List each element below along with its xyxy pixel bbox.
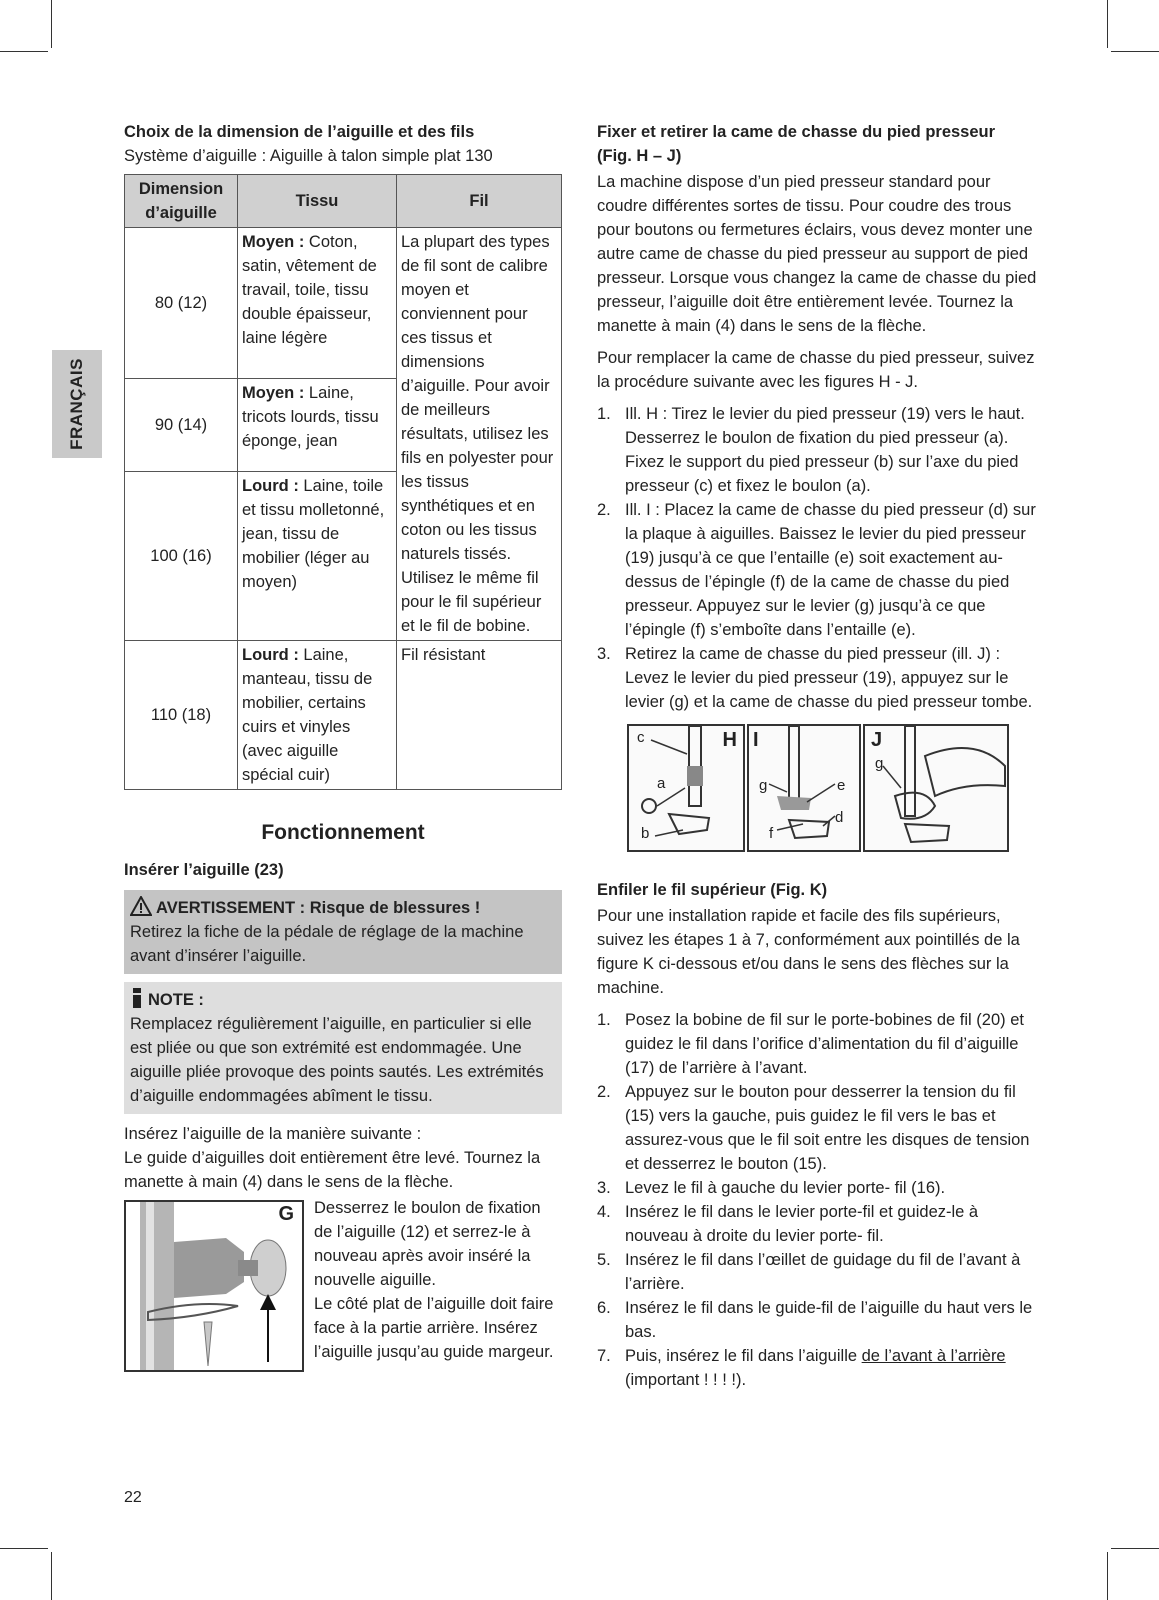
presser-foot-paragraph-1: La machine dispose d’un pied presseur standard pour coudre différentes sortes de tissu. Pour coudre des trous pour boutons ou fermetures éclairs, vous devez monter une autre came de chasse du pied presseur au support de pied presseur. Lorsque vous changez la came de chasse du pied presseur, l’aiguille doit être entièrement levée. Tournez la manette à main (4) dans le sens de la flèche. xyxy=(597,173,1037,335)
step-number: 1. xyxy=(597,1011,611,1029)
needle-system: Système d’aiguille : Aiguille à talon simple plat 130 xyxy=(124,147,493,165)
right-column xyxy=(597,120,1037,1392)
table-cell-dim: 90 (14) xyxy=(125,378,238,471)
list-item xyxy=(597,1344,1037,1392)
step-number: 6. xyxy=(597,1299,611,1317)
figures-h-i-j xyxy=(597,724,1037,856)
table-cell-dim: 100 (16) xyxy=(125,471,238,640)
step-text-post: (important ! ! ! !). xyxy=(625,1371,747,1389)
note-text: Remplacez régulièrement l’aiguille, en particulier si elle est pliée ou que son extrémité est endommagée. Une aiguille pliée provoque des points sautés. Les extrémités d’aiguille endommagées abîment le tissu. xyxy=(130,1015,544,1105)
list-item xyxy=(597,498,1037,642)
table-header: Fil xyxy=(397,175,562,228)
tissu-text: Laine, tricots lourds, tissu éponge, jean xyxy=(242,383,379,450)
crop-mark xyxy=(0,51,48,52)
table-cell-tissu xyxy=(238,378,397,471)
step-text: Insérez le fil dans le levier porte-fil et guidez-le à nouveau à droite du levier porte- fil. xyxy=(625,1203,979,1245)
section-title-needle: Choix de la dimension de l’aiguille et des fils xyxy=(124,123,475,141)
tissu-weight: Lourd : xyxy=(242,476,299,495)
table-cell-fil: La plupart des types de fil sont de calibre moyen et conviennent pour ces tissus et dimensions d’aiguille. Pour avoir de meilleurs résultats, utilisez les fils en polyester pour les tissus synthétiques et en coton ou les tissus naturels tissés. Utilisez le même fil pour le fil supérieur et le fil de bobine. xyxy=(397,228,562,641)
sub-heading-insert-needle: Insérer l’aiguille (23) xyxy=(124,861,284,879)
warning-title: AVERTISSEMENT : Risque de blessures ! xyxy=(156,899,481,917)
section-title-presser-foot: Fixer et retirer la came de chasse du pied presseur xyxy=(597,123,996,141)
warning-triangle-icon xyxy=(130,896,152,916)
list-item xyxy=(597,1008,1037,1080)
figure-g-label: G xyxy=(278,1203,294,1225)
table-header: Tissu xyxy=(238,175,397,228)
list-item xyxy=(597,402,1037,498)
page-number: 22 xyxy=(124,1489,142,1506)
step-text: Insérez le fil dans le guide-fil de l’aiguille du haut vers le bas. xyxy=(625,1299,1033,1341)
thread-steps xyxy=(597,1008,1037,1392)
tissu-weight: Moyen : xyxy=(242,233,305,251)
step-text: Retirez la came de chasse du pied presseur (ill. J) : Levez le levier du pied presseur (19), appuyez sur le levier (g) et la came de chasse du pied presseur tombe. xyxy=(625,645,1033,711)
figure-j xyxy=(863,724,1009,852)
crop-mark xyxy=(1111,1548,1159,1549)
step-number: 1. xyxy=(597,405,611,423)
table-cell-dim: 80 (12) xyxy=(125,228,238,379)
step-number: 2. xyxy=(597,1083,611,1101)
table-cell-tissu xyxy=(238,228,397,379)
left-column xyxy=(124,120,562,1376)
crop-mark xyxy=(1107,1552,1108,1600)
tissu-weight: Lourd : xyxy=(242,646,299,664)
figure-g-caption xyxy=(314,1196,562,1364)
step-text: Levez le fil à gauche du levier porte- fil (16). xyxy=(625,1179,946,1197)
figure-letter: g xyxy=(759,777,768,794)
table-row xyxy=(125,641,562,790)
step-text: Appuyez sur le bouton pour desserrer la tension du fil (15) vers la gauche, puis guidez le fil vers le bas et assurez-vous que le fil soit entre les disques de tension et desserrez le bouton (15). xyxy=(625,1083,1030,1173)
note-box xyxy=(124,982,562,1114)
figure-i xyxy=(747,724,861,852)
figure-i-label: I xyxy=(753,729,759,751)
step-text-underlined: de l’avant à l’arrière xyxy=(861,1347,1006,1365)
figure-j-label: J xyxy=(871,729,883,751)
list-item xyxy=(597,1248,1037,1296)
section-title-presser-foot-figs: (Fig. H – J) xyxy=(597,147,682,165)
figure-h-label: H xyxy=(722,729,737,751)
warning-text: Retirez la fiche de la pédale de réglage de la machine avant d’insérer l’aiguille. xyxy=(130,923,524,965)
list-item xyxy=(597,1296,1037,1344)
step-text: Posez la bobine de fil sur le porte-bobines de fil (20) et guidez le fil dans l’orifice d’alimentation du fil d’aiguille (17) de l’arrière à l’avant. xyxy=(625,1011,1024,1077)
list-item xyxy=(597,1200,1037,1248)
table-cell-fil: Fil résistant xyxy=(397,641,562,790)
table-cell-dim: 110 (18) xyxy=(125,641,238,790)
step-number: 3. xyxy=(597,645,611,663)
step-text: Ill. I : Placez la came de chasse du pied presseur (d) sur la plaque à aiguilles. Baissez le levier du pied presseur (19) jusqu’à ce que l’entaille (e) soit exactement au-dessus de l’épingle (f) de la came de chasse du pied presseur. Appuyez sur le levier (g) jusqu’à ce que l’épingle (f) s’emboîte dans l’entaille (e). xyxy=(625,501,1036,639)
info-icon xyxy=(130,988,144,1008)
warning-box xyxy=(124,890,562,974)
figure-h xyxy=(627,724,745,852)
tissu-text: Laine, manteau, tissu de mobilier, certains cuirs et vinyles (avec aiguille spécial cuir) xyxy=(242,646,373,784)
table-header: Dimension d’aiguille xyxy=(125,175,238,228)
step-text: Ill. H : Tirez le levier du pied presseur (19) vers le haut. Desserrez le boulon de fixation du pied presseur (a). Fixez le support du pied presseur (b) sur l’axe du pied presseur (c) et fixez le boulon (a). xyxy=(625,405,1025,495)
table-row xyxy=(125,228,562,379)
insert-instruction-1: Insérez l’aiguille de la manière suivante : xyxy=(124,1125,422,1143)
table-cell-tissu xyxy=(238,641,397,790)
step-text: Insérez le fil dans l’œillet de guidage du fil de l’avant à l’arrière. xyxy=(625,1251,1021,1293)
needle-table xyxy=(124,174,562,790)
section-title-thread: Enfiler le fil supérieur (Fig. K) xyxy=(597,881,828,899)
figure-letter: b xyxy=(641,825,650,842)
figure-g-text-2: Le côté plat de l’aiguille doit faire face à la partie arrière. Insérez l’aiguille jusqu’au guide margeur. xyxy=(314,1295,554,1361)
thread-paragraph: Pour une installation rapide et facile des fils supérieurs, suivez les étapes 1 à 7, conformément aux pointillés de la figure K ci-dessous et/ou dans le sens des flèches sur la machine. xyxy=(597,907,1020,997)
figure-g-block xyxy=(124,1196,562,1376)
language-tab xyxy=(52,350,102,458)
step-number: 5. xyxy=(597,1251,611,1269)
crop-mark xyxy=(1111,51,1159,52)
crop-mark xyxy=(51,1552,52,1600)
warning-title-row xyxy=(130,896,556,920)
table-header-row xyxy=(125,175,562,228)
crop-mark xyxy=(1107,0,1108,48)
table-cell-tissu xyxy=(238,471,397,640)
figure-letter: d xyxy=(835,809,844,826)
figure-letter: a xyxy=(657,775,666,792)
needle-clamp-illustration xyxy=(126,1202,302,1370)
step-number: 2. xyxy=(597,501,611,519)
note-title-row xyxy=(130,988,556,1012)
figure-j-illustration xyxy=(865,726,1007,850)
note-title: NOTE : xyxy=(148,991,204,1009)
figure-letter: c xyxy=(637,729,645,746)
figure-g xyxy=(124,1200,304,1372)
list-item xyxy=(597,1080,1037,1176)
figure-letter: f xyxy=(769,825,774,842)
crop-mark xyxy=(51,0,52,48)
crop-mark xyxy=(0,1548,48,1549)
presser-foot-steps xyxy=(597,402,1037,714)
tissu-text: Laine, toile et tissu molletonné, jean, tissu de mobilier (léger au moyen) xyxy=(242,476,385,591)
insert-instruction-2: Le guide d’aiguilles doit entièrement être levé. Tournez la manette à main (4) dans le sens de la flèche. xyxy=(124,1149,541,1191)
step-number: 7. xyxy=(597,1347,611,1365)
presser-foot-paragraph-2: Pour remplacer la came de chasse du pied presseur, suivez la procédure suivante avec les figures H - J. xyxy=(597,349,1035,391)
step-number: 4. xyxy=(597,1203,611,1221)
figure-g-text-1: Desserrez le boulon de fixation de l’aiguille (12) et serrez-le à nouveau après avoir inséré la nouvelle aiguille. xyxy=(314,1199,541,1289)
step-text-pre: Puis, insérez le fil dans l’aiguille xyxy=(625,1347,862,1365)
heading-fonctionnement: Fonctionnement xyxy=(261,821,425,844)
list-item xyxy=(597,642,1037,714)
tissu-text: Coton, satin, vêtement de travail, toile, tissu double épaisseur, laine légère xyxy=(242,233,377,347)
figure-letter: g xyxy=(875,755,884,772)
list-item xyxy=(597,1176,1037,1200)
tissu-weight: Moyen : xyxy=(242,383,305,402)
language-label: FRANÇAIS xyxy=(67,358,86,450)
step-number: 3. xyxy=(597,1179,611,1197)
figure-letter: e xyxy=(837,777,846,794)
